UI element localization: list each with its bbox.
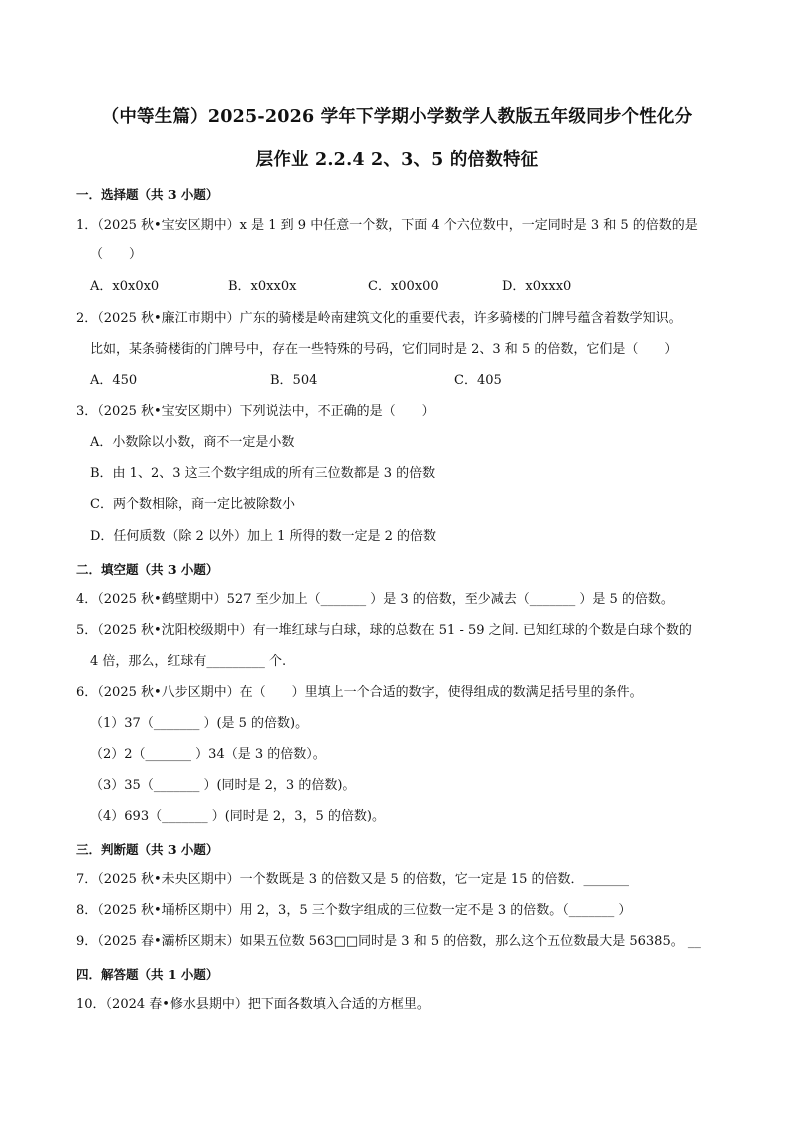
option-a: A．x0x0x0 <box>90 279 160 294</box>
question-1-text: 1．（2025 秋•宝安区期中）x 是 1 到 9 中任意一个数，下面 4 个六位数中，一定同时是 3 和 5 的倍数的是 <box>76 218 698 233</box>
option-a: A．450 <box>90 373 138 388</box>
question-7-text: 7．（2025 秋•未央区期中）一个数既是 3 的倍数又是 5 的倍数，它一定是 15 的倍数．_______ <box>76 872 630 887</box>
question-1-answer-bracket: （ ） <box>90 247 143 262</box>
question-10-text: 10．（2024 春•修水县期中）把下面各数填入合适的方框里。 <box>76 997 430 1012</box>
question-6-sub-3: （3）35（_______ ）(同时是 2，3 的倍数)。 <box>90 778 356 793</box>
question-2-text: 2．（2025 秋•廉江市期中）广东的骑楼是岭南建筑文化的重要代表，许多骑楼的门牌号蕴含着数学知识。 <box>76 311 682 326</box>
question-3-option-d: D．任何质数（除 2 以外）加上 1 所得的数一定是 2 的倍数 <box>90 529 437 544</box>
question-3-text: 3．（2025 秋•宝安区期中）下列说法中，不正确的是（ ） <box>76 404 435 419</box>
question-3-option-a: A．小数除以小数，商不一定是小数 <box>90 435 295 450</box>
document-title-line1: （中等生篇）2025-2026 学年下学期小学数学人教版五年级同步个性化分 <box>101 107 693 127</box>
section-heading-choice: 一．选择题（共 3 小题） <box>76 187 219 202</box>
section-heading-answer: 四．解答题（共 1 小题） <box>76 967 219 982</box>
section-heading-judge: 三．判断题（共 3 小题） <box>76 842 219 857</box>
option-b: B．x0xx0x <box>228 279 297 294</box>
question-9-text: 9．（2025 春•灞桥区期末）如果五位数 563□□同时是 3 和 5 的倍数，那么这个五位数最大是 56385。 __ <box>76 934 701 949</box>
document-title-line2: 层作业 2.2.4 2、3、5 的倍数特征 <box>255 150 539 170</box>
question-6-sub-1: （1）37（_______ ）(是 5 的倍数)。 <box>90 716 309 731</box>
question-6-sub-2: （2）2（_______ ）34（是 3 的倍数）。 <box>90 747 326 762</box>
question-5-text: 5．（2025 秋•沈阳校级期中）有一堆红球与白球，球的总数在 51 - 59 之间. 已知红球的个数是白球个数的 <box>76 623 692 638</box>
option-d: D．x0xxx0 <box>502 279 572 294</box>
question-4-text: 4．（2025 秋•鹤壁期中）527 至少加上（_______ ）是 3 的倍数，至少减去（_______ ）是 5 的倍数。 <box>76 592 674 607</box>
question-2-text-cont: 比如，某条骑楼街的门牌号中，存在一些特殊的号码，它们同时是 2、3 和 5 的倍数，它们是（ ） <box>90 342 678 357</box>
option-c: C．405 <box>454 373 502 388</box>
question-6-sub-4: （4）693（_______ ）(同时是 2，3，5 的倍数)。 <box>90 809 385 824</box>
question-3-option-c: C．两个数相除，商一定比被除数小 <box>90 497 295 512</box>
option-b: B．504 <box>270 373 318 388</box>
question-5-text-cont: 4 倍，那么，红球有_________ 个. <box>90 654 287 669</box>
question-8-text: 8．（2025 秋•埇桥区期中）用 2，3，5 三个数字组成的三位数一定不是 3 的倍数。（_______ ） <box>76 903 632 918</box>
section-heading-fill: 二．填空题（共 3 小题） <box>76 562 219 577</box>
option-c: C．x00x00 <box>368 279 439 294</box>
question-6-text: 6．（2025 秋•八步区期中）在（ ）里填上一个合适的数字，使得组成的数满足括号里的条件。 <box>76 685 643 700</box>
question-3-option-b: B．由 1、2、3 这三个数字组成的所有三位数都是 3 的倍数 <box>90 466 436 481</box>
